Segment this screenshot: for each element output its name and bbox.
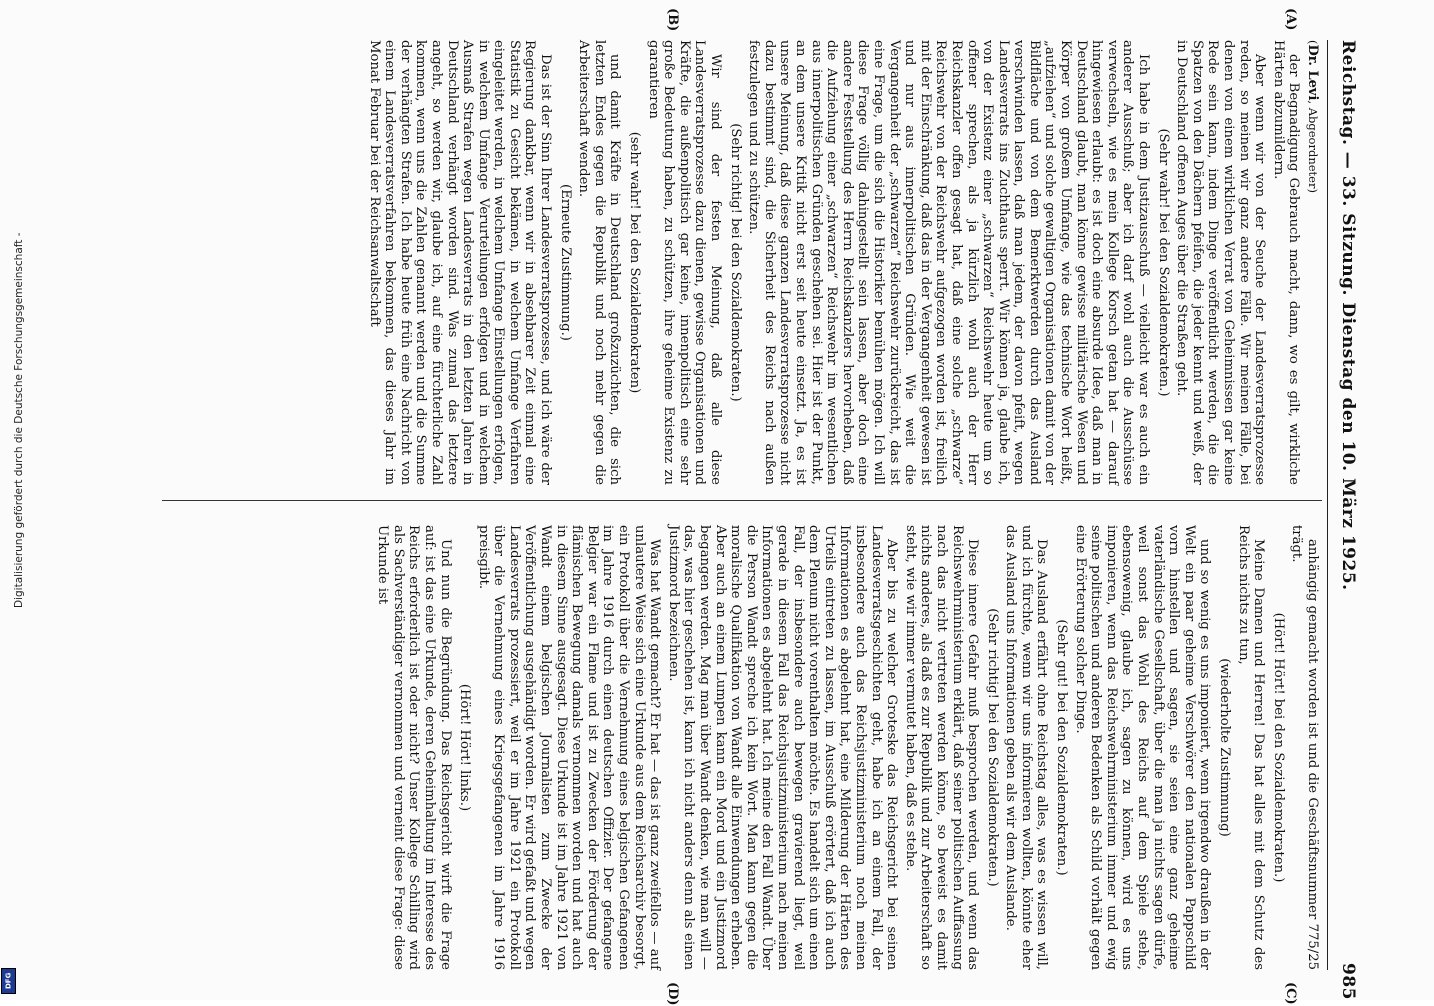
paragraph: Ich habe in dem Justizausschuß — vielleicht war es auch ein anderer Ausschuß; aber ich darf wohl auch die Ausschüsse verwechseln, wie es mein Kollege Korsch getan hat — darauf hingewiesen erlaubt: es ist doch eine absurde Idee, daß man in Deutschland glaubt, man könne gewisse militärische Wesen und Körper von großem Umfange, wie das technische Wort heißt, „aufziehen“ und solche gewaltigen Organisationen damit von der Bildfläche und von dem Bemerktwerden durch das Ausland verschwinden lassen, daß man jedem, der davon pfeift, wegen Landesverrats ins Zuchthaus sperrt. Wir können ja, glaube ich, von der Existenz einer „schwarzen“ Reichswehr heute um so offener sprechen, als ja kürzlich wohl auch der Herr Reichskanzler offen gesagt hat, daß eine solche „schwarze“ Reichswehr von der Reichswehr aufgezogen worden ist, freilich mit der Einschränkung, daß das in der Vergangenheit gewesen ist und nur aus innerpolitischen Gründen. Wie weit die Vergangenheit der „schwarzen“ Reichswehr zurückreicht, das ist eine Frage, um die sich die Historiker bemühen mögen. Ich will diese Frage völlig dahingestellt sein lassen, aber doch eine andere Feststellung des Herrn Reichskanzlers hervorheben, daß die Aufziehung einer „schwarzen“ Reichswehr im wesentlichen aus innerpolitischen Gründen geschehen sei. Hier ist der Punkt, an dem unsere Kritik nicht erst seit heute einsetzt. Ja, es ist unsere Meinung, daß diese ganzen Landesverratsprozesse nicht dazu bestimmt sind, die Sicherheit des Reichs nach außen festzulegen und zu schützen. <box>746 40 1152 485</box>
margin-marker-c: (C) <box>1283 982 1298 1005</box>
paragraph: Und nun die Begründung. Das Reichsgericht wirft die Frage auf: ist das eine Urkunde, deren Geheimhaltung im Interesse des Reichs erforderlich ist oder nicht? Unser Kollege Schilling wird als Sachverständiger vernommen und verneint diese Frage: diese Urkunde ist <box>375 525 453 970</box>
interjection: (Sehr richtig! bei den Sozialdemokraten.) <box>984 608 1000 887</box>
header-title: Reichstag. — 33. Sitzung. Dienstag den 10. März 1925. <box>1338 40 1358 591</box>
column-divider <box>162 500 1322 501</box>
interjection: (Erneute Zustimmung.) <box>557 184 573 341</box>
paragraph: Aber bis zu welcher Groteske das Reichsgericht bei seinen Landesverratsgeschichten geht, habe ich an einem Fall, der insbesondere auch das Reichsjustizministerium noch meinen Informationen es abgelehnt hat, eine Milderung der Härten des Urteils eintreten zu lassen, im Ausschuß erörtert, daß ich auch dem Plenum nicht vorenthalten möchte. Es handelt sich um einen Fall, der insbesondere auch bewegen gravierend liegt, weil gerade in diesem Fall das Reichsjustizministerium nach meinen Informationen es abgelehnt hat. Ich meine den Fall Wandt. Über die Person Wandt spreche ich kein Wort. Man kann gegen die moralische Qualifikation von Wandt alle Einwendungen erheben. Aber auch an einem Lumpen kann ein Mord und ein Justizmord begangen werden. Mag man über Wandt denken, wie man will — das, was hier geschehen ist, kann ich nicht anders denn als einen Justizmord bezeichnen. <box>665 525 900 970</box>
interjection: (sehr wahr! bei den Sozialdemokraten) <box>627 131 643 394</box>
interjection: (wiederholte Zustimmung) <box>1217 658 1233 837</box>
margin-marker-d: (D) <box>665 982 680 1006</box>
rotated-document-sheet <box>120 0 1380 1006</box>
funding-note: Digitalisierung gefördert durch die Deutsche Forschungsgemeinschaft - <box>13 232 25 608</box>
paragraph: und damit Kräfte in Deutschland großzuzüchten, die sich letzten Endes gegen die Republik und noch mehr gegen die Arbeiterschaft wenden. <box>576 40 623 485</box>
interjection: (Sehr wahr! bei den Sozialdemokraten.) <box>1155 128 1171 397</box>
speaker-role: , Abgeordneter) <box>1306 100 1320 193</box>
paragraph: Das ist der Sinn Ihrer Landesverratsprozesse, und ich wäre der Regierung dankbar, wenn wir in absehbarer Zeit einmal eine Statistik zu Gesicht bekämen, in welchem Umfange Verfahren eingeleitet werden, in welchem Umfange Einstellungen erfolgen, in welchem Umfange Verurteilungen erfolgen und in welchem Ausmaß Strafen wegen Landesverrats in den letzten Jahren in Deutschland verhängt worden sind. Was zumal das letztere angeht, so werden wir, glaube ich, auf eine fürchterliche Zahl kommen, wenn uns die Zahlen genannt werden und die Summe der verhängten Strafen. Ich habe heute früh eine Nachricht von einem Landesverratsverfahren bekommen, das dieses Jahr im Monat Februar bei der Reichsanwaltschaft <box>366 40 554 485</box>
interjection: (Sehr gut! bei den Sozialdemokraten.) <box>1054 619 1070 876</box>
right-text-column <box>372 525 1320 970</box>
page-header <box>1328 40 1358 1000</box>
page-number: 985 <box>1338 963 1358 1000</box>
paragraph: Das Ausland erfährt ohne Reichstag alles, was es wissen will, und ich fürchte, wenn wir uns informieren wollten, könnte eher das Ausland uns Informationen geben als wir dem Auslande. <box>1003 525 1050 970</box>
paragraph: Diese innere Gefahr muß besprochen werden, und wenn das Reichswehrministerium erklärt, daß seiner politischen Auffassung nach das nicht vertreten werden könne, so beweist es damit nichts anderes, als daß es zur Republik und zur Arbeiterschaft so steht, wie wir immer vermutet haben, daß es stehe. <box>902 525 981 970</box>
interjection: (Hört! Hört! bei den Sozialdemokraten.) <box>1270 612 1286 883</box>
paragraph: anhängig gemacht worden ist und die Geschäftsnummer 775/25 trägt. <box>1289 525 1320 970</box>
paragraph: Was hat Wandt gemacht? Er hat — das ist ganz zweifellos — auf unlautere Weise sich eine Urkunde aus dem Reichsarchiv besorgt, ein Protokoll über die Vernehmung eines belgischen Gefangenen im Jahre 1916 durch einen deutschen Offizier. Der gefangene Belgier war ein Flame und ist zu Zwecken der Förderung der flämischen Bewegung damals vernommen worden und hat auch in diesem Sinne ausgesagt. Diese Urkunde ist im Jahre 1921 von Wandt einem belgischen Journalisten zum Zwecke der Veröffentlichung ausgehändigt worden. Er wird gefaßt und wegen Landesverrats prozessiert, weil er im Jahre 1921 ein Protokoll über die Vernehmung eines Kriegsgefangenen im Jahre 1916 preisgibt. <box>475 525 663 970</box>
dfg-logo <box>1 968 16 994</box>
speaker-name: Dr. Levi <box>1305 44 1320 101</box>
dfg-logo-text: DFG <box>4 972 13 990</box>
left-text-column <box>363 40 1320 485</box>
interjection: (Sehr richtig! bei den Sozialdemokraten.) <box>727 123 743 402</box>
paragraph: Wir sind der festen Meinung, daß alle diese Landesverratsprozesse dazu dienen, gewisse Organisationen und Kräfte, die außenpolitisch gar keine, innenpolitisch eine sehr große Bedeutung haben, zu schützen, ihre geheime Existenz zu garantieren <box>645 40 724 485</box>
paragraph: und so wenig es uns imponiert, wenn irgendwo draußen in der Welt ein paar geheime Verschwörer den nationalen Pappschild vorn hinstellen und sagen, sie seien eine ganz geheime vaterländische Gesellschaft, über die man ja nichts sagen dürfe, weil sonst das Wohl des Reichs auf dem Spiele stehe, ebensowenig, glaube ich, sagen zu können, wird es uns imponieren, wenn das Reichswehrministerium immer und ewig seine politischen und anderen Bedenken als Schild vorhält gegen eine Erörterung solcher Dinge. <box>1072 525 1213 970</box>
paragraph: Meine Damen und Herren! Das hat alles mit dem Schutz des Reichs nichts zu tun, <box>1235 525 1267 970</box>
margin-marker-a: (A) <box>1283 8 1298 31</box>
speaker-label: (Dr. Levi, Abgeordneter) <box>1305 40 1320 193</box>
header-rule <box>1327 40 1328 970</box>
footer-strip <box>0 0 25 1000</box>
interjection: (Hört! Hört! links.) <box>457 683 473 812</box>
margin-marker-b: (B) <box>665 8 680 32</box>
paragraph: der Begnadigung Gebrauch macht, dann, wo es gilt, wirkliche Härten abzumildern. <box>1270 40 1302 485</box>
paragraph: Aber wenn wir von der Seuche der Landesverratsprozesse reden, so meinen wir ganz andere Fälle. Wir meinen Fälle, bei denen von einem wirklichen Verrat von Geheimnissen gar keine Rede sein kann, indem Dinge veröffentlicht werden, die die Spatzen von den Dächern pfeifen, die jeder kennt und weiß, der in Deutschland offenen Auges über die Straßen geht. <box>1174 40 1268 485</box>
